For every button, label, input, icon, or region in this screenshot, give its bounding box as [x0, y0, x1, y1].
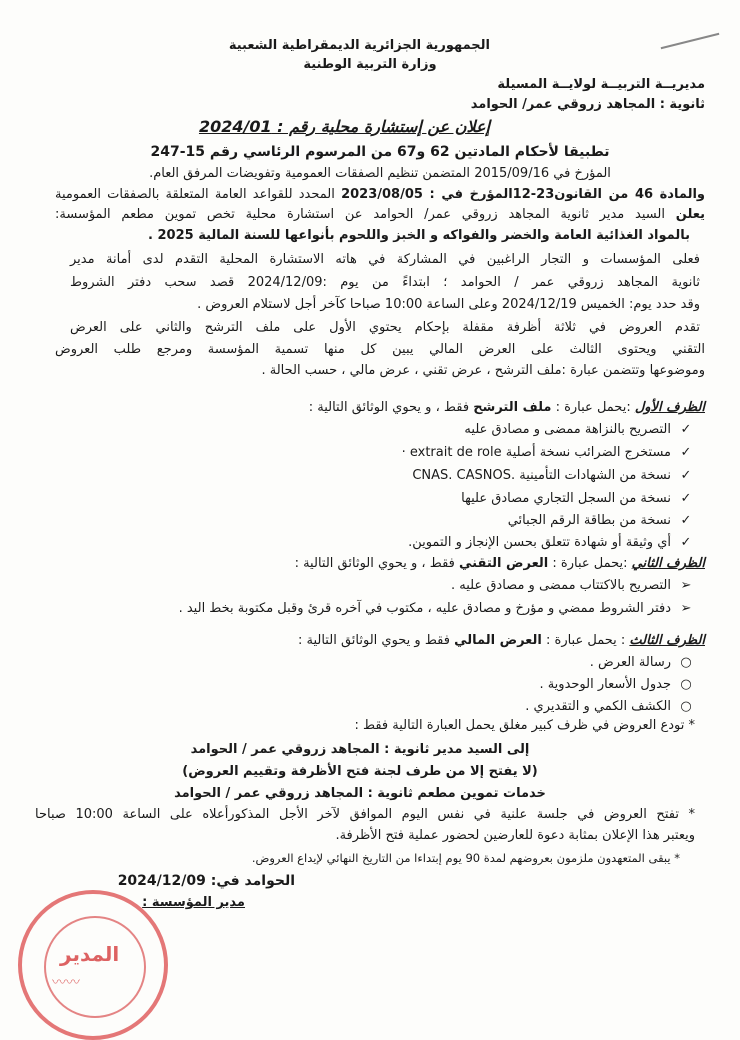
document-title: إعلان عن إستشارة محلية رقم : 2024/01: [198, 117, 490, 136]
intro-line-2: المؤرخ في 2015/09/16 المتضمن تنظيم الصفقات العمومية وتفويضات المرفق العام.: [149, 166, 611, 181]
check-icon: ✓: [680, 445, 692, 460]
opening-note-1: * تفتح العروض في جلسة علنية في نفس اليوم الموافق لآخر الأجل المذكورأعلاه على الساعة 10:00 صباحا: [35, 807, 695, 822]
list-item: ✓أي وثيقة أو شهادة تتعلق بحسن الإنجاز و التموين.: [45, 533, 695, 553]
intro-line-3: والمادة 46 من القانون23-12المؤرخ في : 2023/08/05 المحدد للقواعد العامة المتعلقة بالصفقات العمومية: [55, 187, 705, 202]
signature-place-date: الحوامد في: 2024/12/09: [117, 873, 295, 889]
signature-scribble: 〰〰: [52, 975, 80, 991]
address-line-3: خدمات تموين مطعم ثانوية : المجاهد زروقي عمر / الحوامد: [174, 786, 546, 801]
list-item: ✓مستخرج الضرائب نسخة أصلية extrait de role ·: [45, 443, 695, 463]
check-icon: ✓: [680, 491, 692, 506]
arrow-bullet-icon: ➢: [680, 601, 692, 616]
intro-line-5: بالمواد الغذائية العامة والخضر والفواكه و الخبز واللحوم بأنواعها للسنة المالية 2025 .: [148, 228, 690, 243]
list-item: ➢التصريح بالاكتتاب ممضى و مصادق عليه .: [45, 576, 695, 596]
circle-bullet-icon: ○: [680, 677, 692, 692]
school-header: ثانوية : المجاهد زروقي عمر/ الحوامد: [470, 97, 705, 112]
body-line: وموضوعها وتتضمن عبارة :ملف الترشح ، عرض تقني ، عرض مالي ، حسب الحالة .: [261, 363, 705, 378]
envelope-2-heading: الظرف الثاني :يحمل عبارة : العرض التقني فقط ، و يحوي الوثائق التالية :: [294, 556, 705, 571]
validity-note: * يبقى المتعهدون ملزمون بعروضهم لمدة 90 يوم إبتداءا من التاريخ النهائي لإيداع العروض.: [251, 851, 680, 865]
directorate-header: مديريــة التربيــة لولايــة المسيلة: [497, 77, 705, 92]
body-line: وقد حدد يوم: الخميس 2024/12/19 وعلى الساعة 10:00 صباحا كآخر أجل لاستلام العروض .: [197, 297, 700, 312]
address-line-2: (لا يفتح إلا من طرف لجنة فتح الأظرفة وتقييم العروض): [182, 764, 538, 779]
circle-bullet-icon: ○: [680, 699, 692, 714]
body-line: فعلى المؤسسات و التجار الراغبين في المشاركة في هاته الاستشارة المحلية التقدم لدى أمانة مدير: [70, 252, 700, 267]
body-line: تقدم العروض في ثلاثة أظرفة مقفلة بإحكام يحتوي الأول على ملف الترشح والثاني على العرض: [70, 320, 700, 335]
list-item: ✓نسخة من السجل التجاري مصادق عليها: [45, 489, 695, 509]
envelope-1-heading: الظرف الأول :يحمل عبارة : ملف الترشح فقط ، و يحوي الوثائق التالية :: [308, 400, 705, 415]
signature-role: مدير المؤسسة :: [142, 895, 245, 910]
arrow-bullet-icon: ➢: [680, 578, 692, 593]
list-item: ○جدول الأسعار الوحدوية .: [45, 675, 695, 695]
intro-line-4: يعلن السيد مدير ثانوية المجاهد زروقي عمر/ الحوامد عن استشارة محلية تخص تموين مطعم المؤسسة:: [55, 207, 705, 222]
check-icon: ✓: [680, 422, 692, 437]
deposit-line: * تودع العروض في ظرف كبير مغلق يحمل العبارة التالية فقط :: [354, 718, 695, 733]
ministry-header: وزارة التربية الوطنية: [303, 57, 437, 72]
body-line: التقني ويحتوى الثالث على العرض المالي يبين كل منها تسمية المؤسسة ومرجع طلب العروض: [55, 342, 705, 357]
list-item: ✓نسخة من الشهادات التأمينية .CNAS. CASNOS: [45, 466, 695, 486]
intro-line-1: تطبيقا لأحكام المادتين 62 و67 من المرسوم الرئاسي رقم 15-247: [150, 144, 610, 160]
official-stamp: المدير 〰〰: [18, 890, 168, 1040]
envelope-3-heading: الظرف الثالث : يحمل عبارة : العرض المالي فقط و يحوي الوثائق التالية :: [297, 633, 705, 648]
list-item: ➢دفتر الشروط ممضي و مؤرخ و مصادق عليه ، مكتوب في آخره قرئ وقبل مكتوبة بخط اليد .: [45, 599, 695, 619]
circle-bullet-icon: ○: [680, 655, 692, 670]
check-icon: ✓: [680, 535, 692, 550]
check-icon: ✓: [680, 513, 692, 528]
scan-mark: [661, 33, 720, 49]
address-line-1: إلى السيد مدير ثانوية : المجاهد زروقي عمر / الحوامد: [190, 742, 530, 757]
check-icon: ✓: [680, 468, 692, 483]
list-item: ○رسالة العرض .: [45, 653, 695, 673]
opening-note-2: ويعتبر هذا الإعلان بمثابة دعوة للعارضين لحضور عملية فتح الأظرفة.: [335, 828, 695, 843]
list-item: ○الكشف الكمي و التقديري .: [45, 697, 695, 717]
list-item: ✓التصريح بالنزاهة ممضى و مصادق عليه: [45, 420, 695, 440]
republic-header: الجمهورية الجزائرية الديمقراطية الشعبية: [228, 38, 490, 53]
body-line: ثانوية المجاهد زروقي عمر / الحوامد ؛ ابتداءً من يوم :2024/12/09 قصد سحب دفتر الشروط: [70, 275, 700, 290]
list-item: ✓نسخة من بطاقة الرقم الجبائي: [45, 511, 695, 531]
